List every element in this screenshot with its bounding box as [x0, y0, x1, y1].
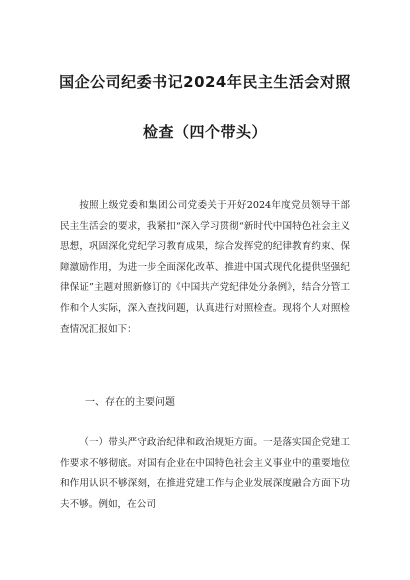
section-1-paragraph	[60, 433, 350, 515]
document-title-line-2: 检查（四个带头）	[142, 123, 267, 141]
intro-paragraph: 按照上级党委和集团公司党委关于开好2024年度党员领导干部民主生活会的要求，我紧扣“深入学习贯彻“新时代中国特色社会主义思想，巩固深化党纪学习教育成果，综合发挥党的纪律教育约束、保障激励作用，为进一步全面深化改革、推进中国式现代化提供坚强纪律保证”主题对照新修订的《中国共产党纪律处分条例》，结合分管工作和个人实际，深入查找问题，认真进行对照检查。现将个人对照检查情况汇报如下：	[60, 200, 350, 335]
section-1-lead: （一）带头严守政治纪律和政治规矩方面。	[79, 437, 264, 448]
document-title-line-1: 国企公司纪委书记2024年民主生活会对照	[59, 73, 351, 91]
section-heading-problems: 一、存在的主要问题	[85, 397, 175, 408]
section-1-body: 一是落实国企党建工作要求不够彻底。对国有企业在中国特色社会主义事业中的重要地位和作用认识不够深刻，在推进党建工作与企业发展深度融合方面下功夫不够。例如，在公司	[60, 437, 351, 510]
